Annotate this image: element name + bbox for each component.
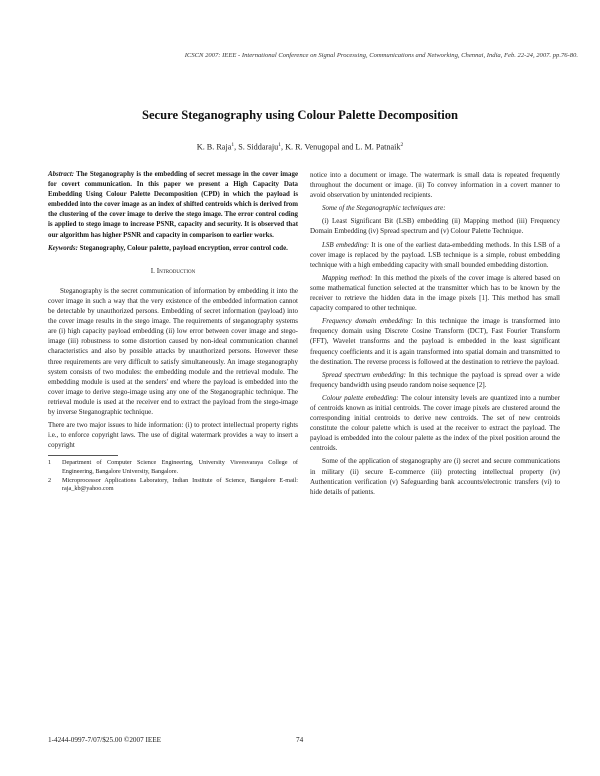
author-name: K. B. Raja [196, 142, 232, 152]
footnote-text: Microprocessor Applications Laboratory, Indian Institute of Science, Bangalore E-mail: raja_kb@yahoo.com [62, 476, 298, 493]
spread-lead: Spread spectrum embedding: [322, 370, 406, 379]
intro-paragraph: Steganography is the secret communication of information by embedding it into the cover image in such a way that the very existence of the embedded information cannot be detectable by unauthorized persons. Embedding of secret information (payload) into the cover image results in the stego image. The requirements of steganography systems are (i) high capacity payload embedding (ii) low error between cover image and stego-image (iii) robustness to some distortion caused by non-ideal communication channel characteristics and also by possible attacks by unauthorized persons. However these three requirements are very difficult to satisfy simultaneously. An image steganography system consists of two modules: the embedding module and the retrieval module. The embedding module is used at the senders' end where the payload is embedded into the cover image to derive stego-image using any one of the Steganographic technique. The retrieval module is used at the receiver end to extract the payload from the stego-image by inverse Steganographic technique. [48, 286, 298, 416]
conference-header: ICSCN 2007: IEEE - International Conference on Signal Processing, Communications and Networking, Chennai, India, Feb. 22-24, 2007. pp.76-80. [184, 52, 578, 59]
author-separator: , [234, 142, 239, 152]
abstract-text: The Steganography is the embedding of secret message in the cover image for covert communication. In this paper we present a High Capacity Data Embedding Using Colour Palette Decomposition (CPD) in which the payload is embedded into the cover image as an index of shifted centroids which is derived from the clustering of the cover image to derive the stego image. The error control coding is applied to stego image to increase PSNR, capacity and security. It is observed that our algorithm has higher PSNR and capacity in comparison to earlier works. [48, 171, 298, 239]
mapping-text: In this method the pixels of the cover image is altered based on some mathematical function selected at the transmitter which has to be known by the receiver to retrieve the hidden data in the image pixels [1]. This method has small capacity compared to other technique. [310, 273, 560, 313]
author-affiliation-mark: 1 [278, 142, 281, 148]
lsb-paragraph [310, 240, 560, 270]
frequency-lead: Frequency domain embedding: [322, 317, 413, 326]
body-paragraph: notice into a document or image. The watermark is small data is repeated frequently throughout the document or image. (ii) To convey information in a covert manner to avoid observation by unintended recipients. [310, 171, 560, 200]
keywords-label: Keywords: [48, 244, 78, 252]
page-number: 74 [296, 736, 304, 744]
footnote-mark: 2 [48, 476, 52, 484]
frequency-text: In this technique the image is transformed into frequency domain using Discrete Cosine Transform (DCT), Fast Fourier Transform (FFT), Wavelet transforms and the payload is embedded in the least significant frequency coefficients and it is again transformed into spatial domain and transmitted to the destination. The reverse process is followed at the destination to retrieve the payload. [310, 317, 560, 366]
left-column [48, 170, 298, 494]
right-column [310, 170, 560, 500]
palette-text: The colour intensity levels are quantized into a number of centroids known as initial centroids. The cover image pixels are clustered around the corresponding initial centroids to derive new centroids. The set of new centroids constitute the colour palette which is used at the receiver to extract the payload. The payload is embedded into the colour palette as the index of the pixel position around the centroids. [310, 393, 560, 453]
frequency-paragraph [310, 316, 560, 366]
author-separator: , [280, 142, 286, 152]
footnote [48, 477, 298, 494]
footnote-text: Department of Computer Science Engineering, University Visvesvaraya College of Engineering, Bangalore University, Bangalore. [62, 459, 298, 475]
author-name: S. Siddaraju [238, 142, 279, 152]
techniques-list: (i) Least Significant Bit (LSB) embedding (ii) Mapping method (iii) Frequency Domain Embedding (iv) Spread spectrum and (v) Colour Palette Technique. [310, 217, 560, 236]
palette-paragraph [310, 393, 560, 454]
keywords-text: Steganography, Colour palette, payload encryption, error control code. [77, 244, 288, 252]
mapping-paragraph [310, 273, 560, 313]
section-heading: I. Introduction [150, 266, 196, 275]
copyright-id: 1-4244-0997-7/07/$25.00 ©2007 IEEE [48, 736, 162, 744]
techniques-intro: Some of the Steganographic techniques are: [322, 204, 446, 213]
footnote [48, 459, 298, 476]
author-affiliation-mark: 2 [400, 142, 404, 148]
lsb-text: It is one of the earliest data-embedding methods. In this LSB of a cover image is replaced by the payload. LSB technique is a simple, robust embedding technique with a high embedding capacity with small bounded embedding distortion. [310, 240, 560, 269]
paper-title: Secure Steganography using Colour Palette Decomposition [141, 108, 459, 122]
lsb-lead: LSB embedding: [322, 240, 369, 249]
footnote-mark: 1 [48, 459, 52, 467]
author-affiliation-mark: 1 [231, 142, 235, 148]
abstract [48, 170, 298, 241]
spread-text: In this technique the payload is spread over a wide frequency bandwidth using pseudo random noise sequence [2]. [310, 370, 560, 389]
author-name: and L. M. Patnaik [341, 142, 401, 152]
mapping-lead: Mapping method: [322, 273, 373, 282]
author-line [0, 142, 600, 152]
spread-paragraph [310, 370, 560, 390]
applications-paragraph: Some of the application of steganography are (i) secret and secure communications in military (ii) secure E-commerce (iii) protecting intellectual property (iv) Authentication verification (v) Safeguarding bank accounts/electronic transfers (vi) to hide details of patients. [310, 457, 560, 496]
intro-paragraph: There are two major issues to hide information: (i) to protect intellectual property rights i.e., to enforce copyright laws. The use of digital watermark provides a way to insert a copyright [48, 421, 298, 450]
keywords [48, 244, 298, 254]
footnote-divider [48, 455, 118, 456]
author-name: K. R. Venugopal [285, 142, 340, 152]
palette-lead: Colour palette embedding: [322, 393, 399, 402]
abstract-label: Abstract: [48, 171, 75, 178]
